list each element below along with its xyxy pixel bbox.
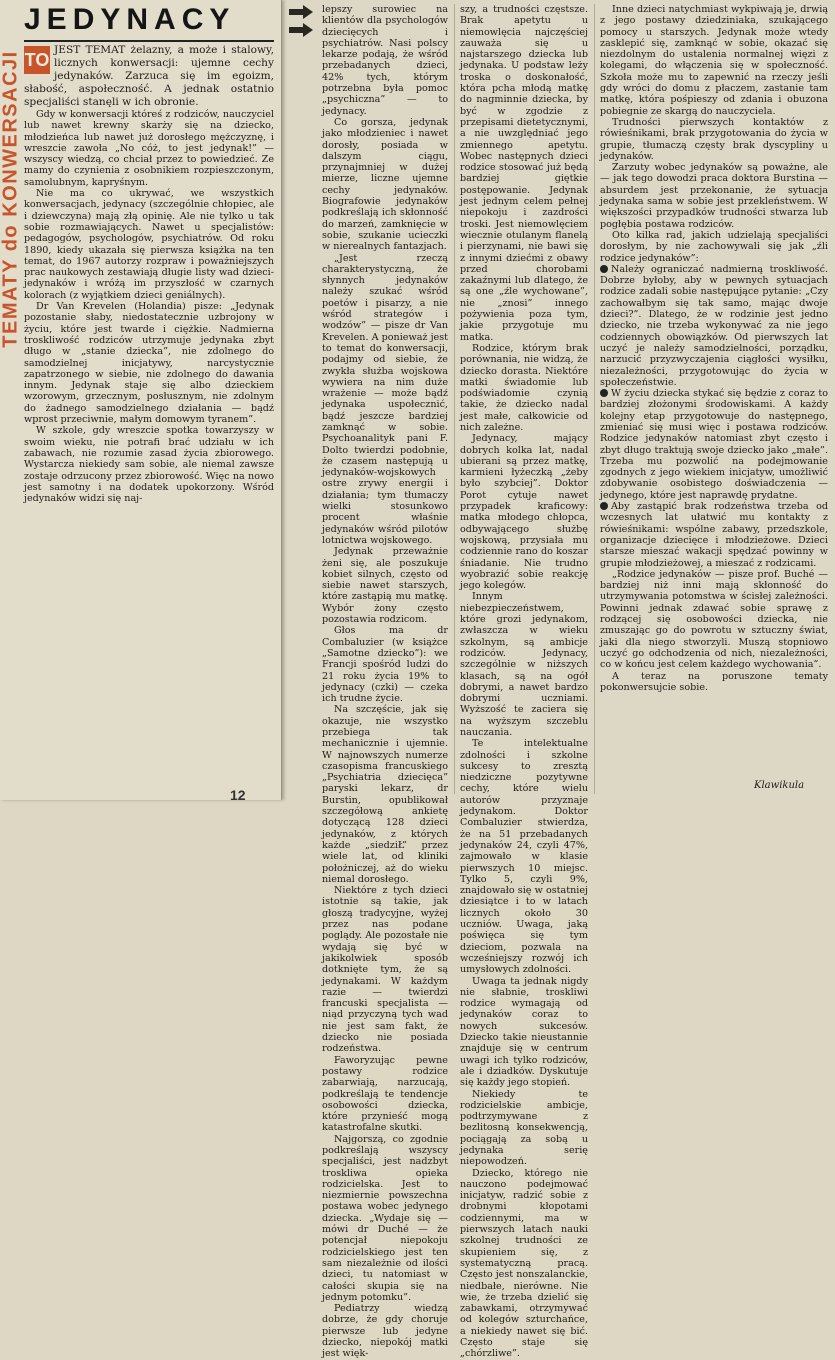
advice-text: Należy ograniczać nadmierną troskliwość. Dobrze byłoby, aby w pewnych sytuacjach rodzice zadali sobie następujące pytanie: „Czy zachowałbym się tak samo, mając dwoje dzieci?”. Dlatego, że w rodzinie jest jedno dziecko, nie trzeba wykonywać za nie jego codziennych obowiązków. Od pierwszych lat uczyć je należy samodzielności, porządku, narzucić przyzwyczajenia ciągłości wysiłku, niezależności, przygotowując do życia w społeczeństwie. — [600, 263, 828, 388]
intro-paragraph — [24, 44, 274, 109]
paragraph: Rodzice, którym brak porównania, nie widzą, że dziecko dorasta. Niektóre matki świadomie lub podświadomie czynią takie, że dziecko nadal jest małe, całkowicie od nich zależne. — [460, 342, 588, 433]
paragraph: Niektóre z tych dzieci istotnie są takie, jak głoszą tradycyjne, wyżej przez nas podane poglądy. Ale pozostałe nie wydają się być w jakikolwiek sposób dotknięte tym, że są jedynakami. W każdym razie — twierdzi francuski specjalista — niąd przyczyną tych wad nie jest sam fakt, że dziecko nie posiada rodzeństwa. — [322, 885, 448, 1055]
page-number: 12 — [230, 787, 246, 803]
paragraph: Nie ma co ukrywać, we wszystkich konwersacjach, jedynacy (szczególnie chłopiec, ale i dziewczyna) mają złą opinię. Ale nie tylko u tak sobie rozmawiających. Nawet u specjalistów: pedagogów, psychologów, psychiatrów. Od roku 1890, kiedy ukazała się pierwsza książka na ten temat, do 1967 autorzy rozpraw i poważniejszych prac naukowych zestawiają długie listy wad dzieci-jedynaków i wróżą im przyszłość w czarnych kolorach (z wyjątkiem dzieci geniálnych). — [24, 188, 274, 301]
column-divider — [594, 4, 595, 794]
column-1 — [24, 44, 274, 788]
paragraph: Trudności pierwszych kontaktów z rówieśnikami, brak przygotowania do życia w grupie, tłumaczą częsty brak dyscypliny u jedynaków. — [600, 116, 828, 162]
paragraph: Jedynacy, mający dobrych kolka lat, nadal ubierani są przez matkę, karmieni łyżeczką „żeby było szybciej”. Doktor Porot cytuje nawet przypadek kraficowy: matka młodego chłopca, odbywającego służbę wojskową, przysiała mu codziennie rano do koszar śniadanie. Nie trudno wyobrazić sobie reakcję jego kolegów. — [460, 433, 588, 592]
left-clipping — [0, 0, 282, 803]
paragraph: Na szczęście, jak się okazuje, nie wszystko przebiega tak mechanicznie i ujemnie. W najnowszych numerze czasopisma francuskiego „Psychiatria dziecięca” paryski lekarz, dr Burstin, opublikował szczegółową ankietę dotyczącą 128 dzieci jedynaków, z których każde „siedziŁ” przez wiele lat, od kliniki położniczej, aż do wieku niemal dorosłego. — [322, 704, 448, 885]
paragraph: „Jest rzeczą charakterystyczną, że słynnych jedynaków należy szukać wśród poetów i pisarzy, a nie wśród strategów i wodzów” — pisze dr Van Krevelen. A ponieważ jest to temat do konwersacji, podajmy od siebie, że zwykła służba wojskowa wywiera na nim duże wrażenie — może bądź jedynaka uspołecznić, bądź jeszcze bardziej zamknąć w sobie. Psychoanalityk pani F. Dolto twierdzi podobnie, że czasem następują u jedynaków-wojskowych ostre zrywy energii i działania; tym tłumaczy wielki stosunkowo procent właśnie jedynaków wśród pilotów lotnictwa wojskowego. — [322, 252, 448, 546]
paragraph: A teraz na poruszone tematy pokonwersujcie sobie. — [600, 670, 828, 693]
advice-item — [600, 388, 828, 501]
bullet-icon — [600, 502, 608, 510]
column-2 — [322, 4, 448, 1360]
paragraph: szy, a trudności częstsze. Brak apetytu u niemowlęcia najczęściej zauważa się u najstarszego dziecka lub jedynaka. U podstaw leży troska o doskonałość, która pcha młodą matkę do nagminnie dziecka, by być w zgodzie z przepisami dietetycznymi, a nie uwzględniać jego zmiennego apetytu. Wobec następnych dzieci rodzice stosować już będą bardziej giętkie postępowanie. Jedynak jest jednym celem pełnej niepokoju i zazdrości troski. Jest niemowlęciem wiecznie otulanym flanelą i pierzynami, nie bawi się z innymi dziećmi z obawy przed chorobami zakaźnymi lub dlatego, że są one „źle wychowane”, nie „znosi” innego pożywienia poza tym, jakie przygotuje mu matka. — [460, 4, 588, 343]
column-divider — [454, 4, 455, 794]
paragraph: Najgorszą, co zgodnie podkreślają wszyscy specjaliści, jest nadzbyt troskliwa opieka rodzicielska. Jest to niezmiernie powszechna postawa wobec jedynego dziecka. „Wydaje się — mówi dr Duché — że potencjał niepokoju rodzicielskiego jest ten sam niezależnie od ilości dzieci, tu natomiast w całości skupia się na jednym potomku”. — [322, 1133, 448, 1303]
right-clipping — [288, 0, 835, 1360]
column-3 — [460, 4, 588, 1360]
advice-text: W życiu dziecka stykać się będzie z coraz to bardziej złożonymi środowiskami. A każdy kolejny etap przygotowuje do następnego, zmieniać się musi więc i postawa rodziców. Rodzice jedynaków natomiast zbyt często i zbyt długo traktują swoje dziecko jako „małe”. Trzeba mu pozwolić na podejmowanie zgodnych z jego wiekiem inicjatyw, umożliwić zdobywanie osobistego doświadczenia — jedynego, które jest naprawdę prydatne. — [600, 388, 828, 501]
bullet-icon — [600, 265, 608, 273]
paragraph: W szkole, gdy wreszcie spotka towarzyszy w swoim wieku, nie potrafi brać udziału w ich zabawach, nie rozumie zasad życia zbiorowego. Wystarcza niekiedy sam sobie, ale niemal zawsze zostaje odrzucony przez zbiorowość. Więc na nowo jest samotny i na dodatek upokorzony. Wśród jedynaków widzi się naj- — [24, 425, 274, 505]
paragraph: Innym niebezpieczeństwem, które grozi jedynakom, zwłaszcza w wieku szkolnym, są ambicje rodziców. Jedynacy, szczególnie w niższych klasach, są na ogół dobrymi, a nawet bardzo dobrymi uczniami. Wyższość te zaciera się na wyższym szczeblu nauczania. — [460, 591, 588, 738]
paragraph: Faworyzując pewne postawy rodzice zabarwiają, narzucają, podkreślają te tendencje osobowości dziecka, które przynieść mogą katastrofalne skutki. — [322, 1054, 448, 1134]
article-headline: JEDYNACY — [24, 3, 236, 36]
advice-text: Aby zastąpić brak rodzeństwa trzeba od wczesnych lat ułatwić mu kontakty z rówieśnikami: wspólne zabawy, przedszkole, organizacje dziecięce i młodzieżowe. Dzieci starsze mieszać wakacji spędzać powinny w grupie młodzieżowej, a mieszać z rodzicami. — [600, 501, 828, 569]
paragraph: Co gorsza, jedynak jako młodzieniec i nawet dorosły, posiada w dalszym ciągu, przynajmniej w dużej mierze, liczne ujemne cechy jedynaków. Biografowie jedynaków podkreślają ich skłonność do marzeń, zamknięcie w sobie, szukanie ucieczki w nierealnych fantazjach. — [322, 116, 448, 253]
column-4 — [600, 4, 828, 778]
paragraph: Dr Van Krevelen (Holandia) pisze: „Jedynak pozostanie słaby, niedostatecznie uzbrojony w życiu, które jest twarde i ciężkie. Nadmierna troskliwość rodziców utrzymuje jedynaka zbyt długo w „stanie dziecka”, nie zdolnego do samodzielnej inicjatywy, narcystycznie zapatrzonego w siebie, nie zdolnego do dawania innym. Jedynak staje się albo dzieckiem wzorowym, grzecznym, posłusznym, nie zdolnym do żadnego samodzielnego działania — bądź wprost przeciwnie, małym domowym tyranem”. — [24, 301, 274, 426]
paragraph: Te intelektualne zdolności i szkolne sukcesy to zresztą niedziczne pozytywne cechy, które wielu autorów przyznaje jedynakom. Doktor Combaluzier stwierdza, że na 51 przebadanych jedynaków 24, czyli 47%, zajmowało w klasie pierwszych 10 miejsc. Tylko 5, czyli 9%, znajdowało się w ostatniej dziesiątce i to w latach licznych około 30 uczniów. Uwaga, jaką poświęca się tym dzieciom, pozwala na wcześniejszy rozwój ich umysłowych zdolności. — [460, 738, 588, 976]
paragraph: Niekiedy te rodzicielskie ambicje, podtrzymywane z bezlitosną konsekwencją, pociągają za sobą u jedynaka serię niepowodzeń. — [460, 1088, 588, 1168]
paragraph: „Rodzice jedynaków — pisze prof. Buché — bardziej niż inni mają skłonność do utrzymywania potomstwa w ścisłej zależności. Powinni jednak zdawać sobie sprawę z rodzącej się osobowości dziecka, nie zmuszając go do powrotu w sztuczny świat, jaki dla niego stworzyli. Muszą stopniowo uczyć go odchodzenia od nich, niezależności, co w końcu jest celem każdego wychowania”. — [600, 568, 828, 671]
section-label-text: TEMATY do KONWERSACJI — [0, 50, 22, 348]
paragraph: Głos ma dr Combaluzier (w książce „Samotne dziecko”): we Francji spośród ludzi do 21 roku życia 19% to jedynacy (czki) — czeka ich trudne życie. — [322, 625, 448, 705]
paragraph: lepszy surowiec na klientów dla psychologów dziecięcych i psychiatrów. Nasi polscy lekarze podają, że wśród przebadanych dzieci, 42% tych, którym potrzebna była pomoc „psychiczna” — to jedynacy. — [322, 4, 448, 117]
paragraph: JEST TEMAT żelazny, a może i stalowy, licznych konwersacji: ujemne cechy jedynaków. Zarzuca się im egoizm, słabość, aspołeczność. A jednak ostatnio specjaliści stanęli w ich obronie. — [24, 44, 274, 108]
paragraph: Pediatrzy wiedzą dobrze, że gdy choruje pierwsze lub jedyne dziecko, niepokój matki jest więk- — [322, 1303, 448, 1360]
bullet-icon — [600, 389, 608, 397]
paragraph: Dziecko, którego nie nauczono podejmować inicjatyw, radzić sobie z drobnymi kłopotami codziennymi, ma w pierwszych latach nauki szkolnej trudności ze skupieniem się, z systematyczną pracą. Często jest nonszalanckie, niedbałe, nierówne. Nie wie, że trzeba dzielić się zabawkami, otrzymywać od kolegów szturchańce, a niekiedy nawet się bić. Często staje się „chórzliwe”. — [460, 1167, 588, 1360]
paragraph: Uwaga ta jednak nigdy nie słabnie, troskliwi rodzice wymagają od jedynaków coraz to nowych sukcesów. Dziecko takie nieustannie znajduje się w centrum uwagi ich tylko rodziców, ale i dziadków. Dyskutuje się każdy jego stopień. — [460, 975, 588, 1089]
paragraph: Jedynak przeważnie żeni się, ale poszukuje kobiet silnych, często od siebie nawet starszych, które zastąpią mu matkę. Wybór żony często pozostawia rodzicom. — [322, 546, 448, 626]
paragraph: Inne dzieci natychmiast wykpiwają je, drwią z jego postawy dziedziniaka, szukającego pomocy u starszych. Jedynak może wtedy zasklepić się, zamknąć w sobie, okazać się niezdolnym do ustalenia normalnej więzi z kolegami, do włączenia się w społeczność. Szkoła może mu to zapewnić na rzeczy jeśli gdy wróci do domu z płaczem, zastanie tam matkę, która pośpieszy od zdania i obuzona pobiegnie ze skargą do nauczyciela. — [600, 4, 828, 117]
headline-rule — [24, 40, 274, 42]
paragraph: Zarzuty wobec jedynaków są poważne, ale — jak tego dowodzi praca doktora Burstina — absurdem jest przekonanie, że sytuacja jedynaka sama w sobie jest przekleństwem. W większości przypadków trudności stwarza lub pogłębia postawa rodziców. — [600, 162, 828, 230]
section-label-vertical — [0, 50, 24, 348]
advice-item — [600, 501, 828, 569]
dropcap: TO — [24, 46, 50, 74]
advice-item — [600, 264, 828, 388]
paragraph: Oto kilka rad, jakich udzielają specjaliści dorosłym, by nie zachowywali się jak „źli rodzice jedynaków”: — [600, 229, 828, 264]
paragraph: Gdy w konwersacji któreś z rodziców, nauczyciel lub nawet krewny skarży się na dziecko, młodzieńca lub nawet już dorosłego mężczyznę, i wreszcie zawoła „No cóż, to jest jedynak!” — wszyscy wiedzą, co chciał przez to powiedzieć. Ze mamy do czynienia z osobnikiem rozpieszczonym, samolubnym, kapryśnym. — [24, 109, 274, 188]
author-signature: Klawikula — [754, 780, 805, 791]
